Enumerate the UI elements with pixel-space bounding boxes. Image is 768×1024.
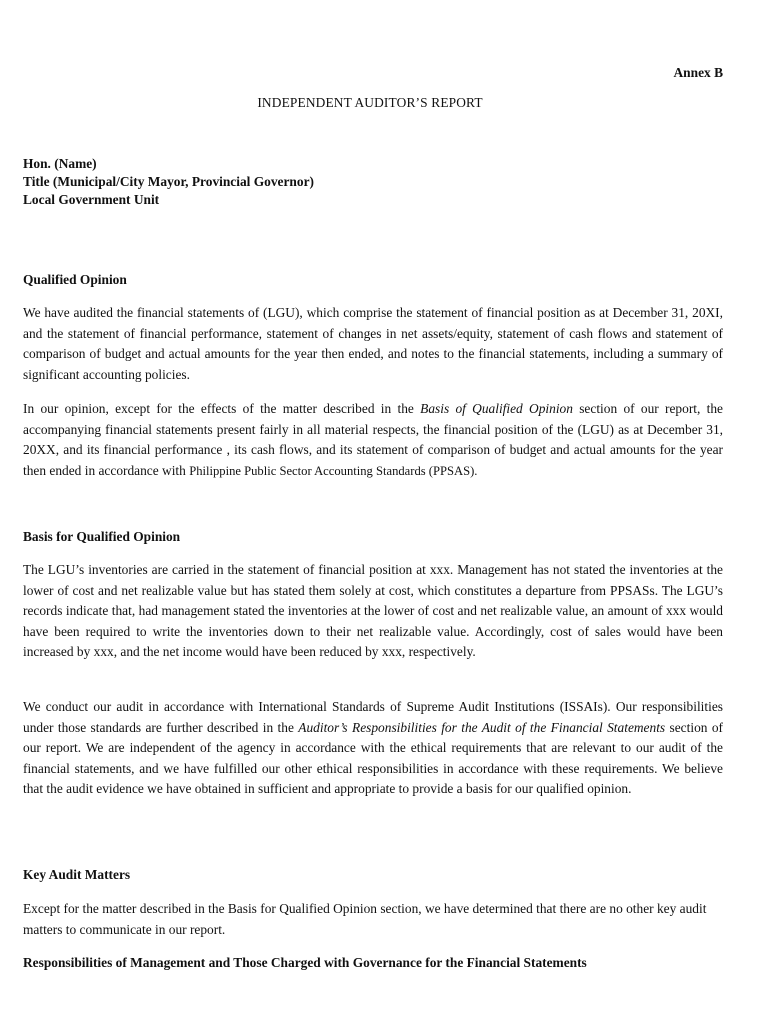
italic-reference: Basis of Qualified Opinion: [420, 401, 573, 416]
text-run: Philippine Public Sector Accounting Standards (PPSAS).: [189, 463, 478, 478]
addressee-unit: Local Government Unit: [23, 192, 160, 207]
key-audit-matters-heading: Key Audit Matters: [23, 867, 131, 882]
text-run: section of our report, the accompanying financial statements present fairly in all material respects, the financial position of the (LGU) as at December 31, 20XX, and its financial performance , its cash flows, and its statement of comparison of budget and actual amounts for the year then ended in accordance with: [23, 401, 723, 478]
text-run: section of our report. We are independent of the agency in accordance with the ethical requirements that are relevant to our audit of the financial statements, and we have fulfilled our other ethical responsibilities in accordance with these requirements. We believe that the audit evidence we have obtained in sufficient and appropriate to provide a basis for our qualified opinion.: [23, 719, 723, 796]
text-run: In our opinion, except for the effects of the matter described in the: [23, 401, 421, 416]
annex-label: Annex B: [673, 65, 723, 80]
qualified-opinion-heading: Qualified Opinion: [23, 272, 127, 287]
basis-paragraph-1: The LGU’s inventories are carried in the statement of financial position at xxx. Management has not stated the inventories at the lower of cost and net realizable value but has stated them solely at cost, which constitutes a departure from PPSASs. The LGU’s records indicate that, had management stated the inventories at the lower of cost and net realizable value, an amount of xxx would have been required to write the inventories down to their net realizable value. Accordingly, cost of sales would have been increased by xxx, and the net income would have been reduced by xxx, respectively.: [23, 562, 723, 659]
qualified-opinion-paragraph-1: We have audited the financial statements of (LGU), which comprise the statement of financial position as at December 31, 20XI, and the statement of financial performance, statement of changes in net assets/equity, statement of cash flows and statement of comparison of budget and actual amounts for the year then ended, and notes to the financial statements, including a summary of significant accounting policies.: [23, 305, 723, 382]
basis-paragraph-2: [23, 697, 723, 800]
basis-heading: Basis for Qualified Opinion: [23, 529, 181, 544]
italic-reference: Auditor’s Responsibilities for the Audit of the Financial Statements: [298, 719, 666, 735]
text-run: We conduct our audit in accordance with International Standards of Supreme Audit Institutions (ISSAIs). Our responsibilities under those standards are further described in the: [23, 699, 723, 735]
responsibilities-heading: Responsibilities of Management and Those Charged with Governance for the Financial Statements: [23, 955, 587, 970]
document-page: [23, 0, 723, 1024]
report-title: INDEPENDENT AUDITOR’S REPORT: [257, 95, 483, 110]
qualified-opinion-paragraph-2: [23, 399, 723, 481]
addressee-name: Hon. (Name): [23, 156, 97, 171]
key-audit-matters-paragraph: Except for the matter described in the Basis for Qualified Opinion section, we have determined that there are no other key audit matters to communicate in our report.: [23, 901, 707, 937]
addressee-title: Title (Municipal/City Mayor, Provincial Governor): [23, 174, 314, 189]
addressee-block: [23, 155, 314, 209]
